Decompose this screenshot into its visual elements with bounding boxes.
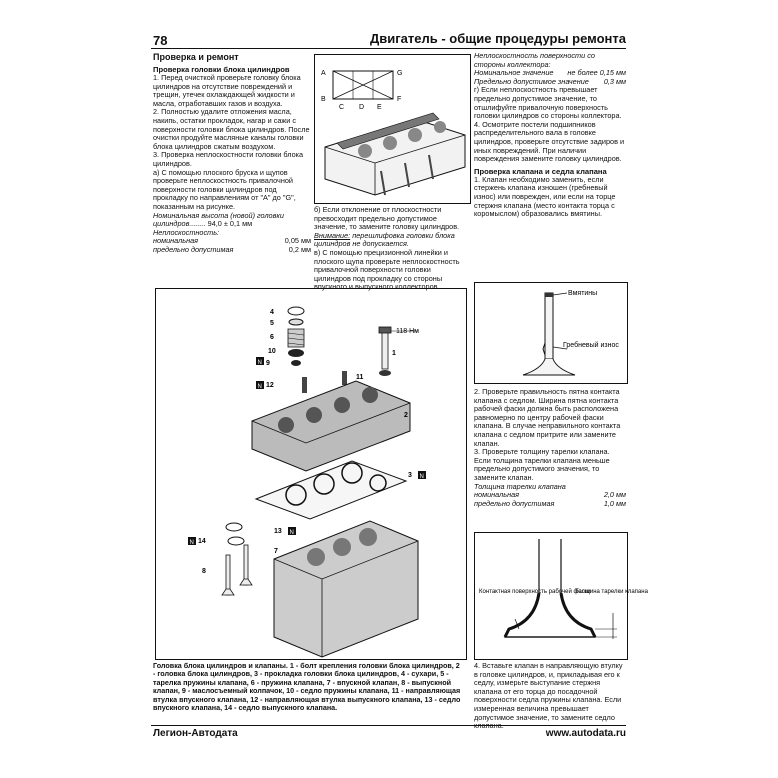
part-label-10: 10 (268, 348, 276, 355)
valve-stem-sketch (523, 293, 575, 375)
dents-leader (553, 293, 567, 295)
flat-nom-value: 0,05 мм (284, 236, 311, 246)
label-c: C (339, 104, 345, 111)
paragraph-3a: а) С помощью плоского бруска и щупов проверьте неплоскостность привалочной поверхности головки цилиндров под прокладку по направлениям от "A" до "G", показанным на рисунке. (153, 167, 296, 211)
dents-label: Вмятины (568, 290, 598, 297)
attention-text: перешлифовка головки блока цилиндров не допускается. (314, 230, 455, 249)
valve-parts-stack (288, 307, 347, 393)
plate-nom-label: номинальная (474, 490, 520, 500)
part-label-14: 14 (198, 538, 206, 545)
valve-paragraph-4: 4. Вставьте клапан в направляющую втулку в головке цилиндров, и, прикладывая его к седлу, измерьте выступание стержня клапана от его торца до посадочной поверхности седла пружины клапана. Если измеренная величина превышает допустимое значение, то замените седло клапана. (474, 661, 623, 731)
publisher: Легион-Автодата (153, 728, 238, 739)
figure-caption: Головка блока цилиндров и клапаны. 1 - болт крепления головки блока цилиндров, 2 - головка блока цилиндров, 3 - прокладка головки блока цилиндров, 4 - сухари, 5 - тарелка пружины клапана, 6 - пружина клапана, 7 - впускной клапан, 8 - выпускной клапан, 9 - маслосъемный колпачок, 10 - седло пружины клапана, 11 - направляющая втулка впускного клапана, 12 - направляющая втулка выпускного клапана, 13 - седло впускного клапана, 14 - седло выпускного клапана. (153, 661, 461, 713)
middle-column (314, 206, 468, 292)
collector-flatness-title: Неплоскостность поверхности со стороны коллектора: (474, 51, 595, 69)
plate-nom-value: 2,0 мм (603, 490, 626, 500)
valve-paragraph-3: 3. Проверьте толщину тарелки клапана. Если толщина тарелки клапана меньше предельно допустимого значения, то замените клапан. (474, 447, 610, 482)
flatness-title: Неплоскостность: (153, 227, 220, 237)
valve-seat-figure (474, 532, 648, 660)
subsection-title: Проверка головки блока цилиндров (153, 65, 290, 74)
flat-max-row (153, 246, 311, 255)
coll-nom-label: Номинальное значение (474, 68, 554, 78)
lower-valves-sketch (222, 523, 252, 595)
n-badge-3-text: N (419, 474, 424, 480)
n-badge-14-text: N (189, 540, 194, 546)
contact-label-text: Контактная поверхность рабочей фаски (479, 589, 591, 595)
plate-max-label: предельно допустимая (474, 498, 555, 508)
plate-max-value: 1,0 мм (603, 498, 626, 508)
paragraph-g: г) Если неплоскостность превышает предельно допустимое значение, то отшлифуйте привалочную поверхность головки цилиндров со стороны коллектора. (474, 85, 622, 121)
paragraph-c: в) С помощью прецизионной линейки и плоского щупа проверьте неплоскостность привалочной поверхности головки цилиндров под прокладку со стороны впускного и выпускного коллекторов. (314, 247, 460, 292)
head-gasket-sketch (256, 461, 406, 519)
part-label-1: 1 (392, 350, 396, 357)
plate-title: Толщина тарелки клапана (474, 481, 566, 491)
cylinder-head-sketch (325, 113, 465, 195)
height-value: 94,0 ± 0,1 мм (207, 219, 253, 229)
label-a: A (321, 70, 326, 77)
part-label-3: 3 (408, 472, 412, 479)
paragraph-3: 3. Проверка неплоскостности головки блока цилиндров. (153, 150, 304, 168)
flatness-drawing (315, 55, 470, 203)
part-label-4: 4 (270, 309, 274, 316)
n-badge-9-text: N (257, 360, 262, 366)
part-label-11: 11 (356, 374, 364, 381)
part-label-12: 12 (266, 382, 274, 389)
page-title: Двигатель - общие процедуры ремонта (370, 31, 626, 46)
cylinder-head-sketch (252, 381, 410, 471)
exploded-view-drawing (156, 289, 466, 659)
wear-label-text: Гребневый износ (563, 342, 619, 349)
coll-max-value: 0,3 мм (603, 76, 626, 86)
valve-wear-figure (474, 282, 628, 384)
part-label-13: 13 (274, 528, 282, 535)
n-badge-12-text: N (257, 384, 262, 390)
height-label: Номинальная высота (новой) головки цилиндров (153, 210, 284, 229)
flatness-figure (314, 54, 471, 204)
paragraph-1: 1. Перед очисткой проверьте головку блока цилиндров на отсутствие повреждений и трещин, утечек охлаждающей жидкости и масла, отработавших газов и воздуха. (153, 73, 301, 108)
attention-label: Внимание: (314, 230, 351, 240)
part-label-9: 9 (266, 360, 270, 367)
right-column-top (474, 52, 626, 219)
paragraph-b: б) Если отклонение от плоскостности превосходит предельно допустимое значение, то замените головку цилиндров. (314, 205, 460, 232)
wear-label (563, 341, 619, 349)
attention-note (314, 232, 468, 249)
valve-paragraph-2: 2. Проверьте правильность пятна контакта клапана с седлом. Ширина пятна контакта рабочей фаски должна быть расположена равномерно по центру рабочей фаски клапана. В случае неправильного контакта клапана с седлом притрите или замените клапан. (474, 387, 621, 448)
label-e: E (377, 104, 382, 111)
label-g: G (397, 70, 403, 77)
left-column (153, 52, 311, 254)
valve-head-sketch (505, 539, 595, 637)
right-column-middle (474, 388, 626, 508)
thickness-label (575, 589, 649, 595)
part-label-6: 6 (270, 334, 274, 341)
page-number: 78 (153, 33, 168, 48)
label-b: B (321, 96, 326, 103)
section-title: Проверка и ремонт (153, 52, 239, 62)
torque-label: 118 Нм (396, 328, 419, 335)
contact-label (479, 588, 591, 595)
paragraph-4: 4. Осмотрите постели подшипников распределительного вала в головке цилиндров, проверьте отсутствие задиров и иных повреждений. При наличии повреждения замените головку цилиндров. (474, 119, 625, 164)
valve-wear-drawing (475, 283, 627, 383)
n-badge-13-text: N (289, 530, 294, 536)
head-bolt-sketch (379, 327, 391, 376)
coll-max-label: Предельно допустимое значение (474, 76, 589, 86)
header-rule (151, 48, 626, 49)
paragraph-2: 2. Полностью удалите отложения масла, накипь, остатки прокладок, нагар и сажи с поверхности головки блока цилиндров. После очистки продуйте масляные каналы головки блока цилиндров сжатым воздухом. (153, 107, 310, 151)
label-f: F (397, 96, 402, 103)
valve-section-title: Проверка клапана и седла клапана (474, 166, 607, 176)
plate-max-row (474, 500, 626, 509)
part-label-7: 7 (274, 548, 278, 555)
right-column-bottom (474, 662, 626, 731)
valve-paragraph-1: 1. Клапан необходимо заменить, если стержень клапана изношен (гребневый износ) или поврежден, или если на торце стержня клапана (место контакта торца с коромыслом) образовались вмятины. (474, 174, 616, 219)
label-d: D (359, 104, 365, 111)
exploded-view-figure (155, 288, 467, 660)
valve-seat-drawing (475, 533, 648, 659)
part-label-5: 5 (270, 320, 274, 327)
part-label-8: 8 (202, 568, 206, 575)
thickness-label-text: Толщина тарелки клапана (575, 589, 648, 595)
part-label-2: 2 (404, 412, 408, 419)
engine-block-sketch (274, 521, 418, 657)
flat-max-value: 0,2 мм (288, 244, 311, 254)
height-spec: Номинальная высота (новой) головки цилиндров........ 94,0 ± 0,1 мм (153, 210, 284, 229)
website-link[interactable]: www.autodata.ru (545, 728, 626, 739)
coll-nom-value: не более 0,15 мм (567, 68, 626, 78)
flat-nom-label: номинальная (153, 236, 199, 246)
flat-max-label: предельно допустимая (153, 244, 234, 254)
